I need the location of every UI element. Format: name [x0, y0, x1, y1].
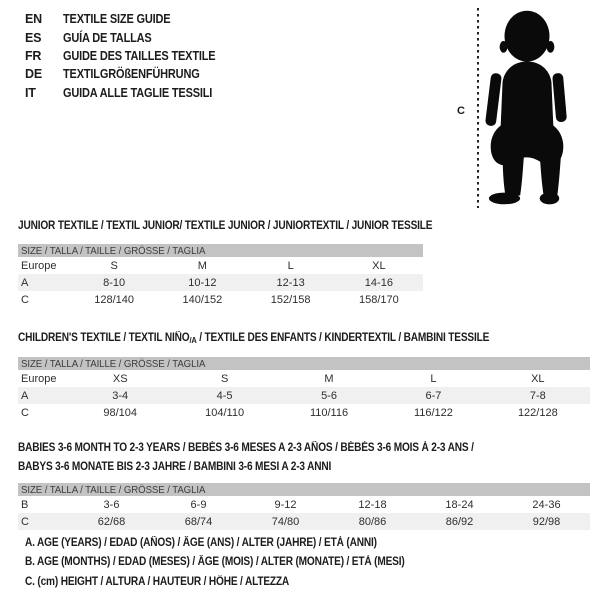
size-value: 7-8 — [529, 389, 546, 402]
table-row-europe — [18, 370, 590, 387]
section-title — [18, 441, 474, 457]
size-table-children — [18, 357, 590, 421]
size-value: M — [324, 372, 334, 385]
size-value: 24-36 — [532, 498, 561, 511]
language-row — [25, 10, 236, 28]
size-bar-label: SIZE / TALLA / TAILLE / GRÖSSE / TAGLIA — [21, 244, 206, 257]
language-title: GUIDE DES TAILLES TEXTILE — [63, 48, 216, 63]
section-children — [18, 328, 590, 421]
table-row-europe — [18, 257, 423, 274]
size-value: 12-13 — [276, 276, 305, 289]
row-label: Europe — [21, 259, 57, 272]
size-value: L — [287, 259, 294, 272]
size-value: 86/92 — [445, 515, 474, 528]
legend-note: B. AGE (MONTHS) / EDAD (MESES) / ÂGE (MOIS) / ALTER (MONATE) / ETÀ (MESI) — [25, 556, 405, 569]
height-figure — [453, 6, 583, 210]
table-row-a — [18, 274, 423, 291]
size-value: 10-12 — [188, 276, 217, 289]
language-title: TEXTILGRÖßENFÜHRUNG — [63, 67, 200, 82]
legend-note: C. (cm) HEIGHT / ALTURA / HAUTEUR / HÖHE / ALTEZZA — [25, 575, 290, 588]
size-value: 92/98 — [532, 515, 561, 528]
size-value: 98/104 — [103, 406, 138, 419]
language-row — [25, 84, 236, 102]
size-value: 3-4 — [112, 389, 129, 402]
size-value: XS — [112, 372, 128, 385]
title-text: BABYS 3-6 MONATE BIS 2-3 JAHRE / BAMBINI 3-6 MESI A 2-3 ANNI — [18, 460, 332, 473]
silhouette-shape — [485, 11, 567, 205]
row-label: A — [21, 389, 29, 402]
language-row — [25, 47, 236, 65]
section-babies — [18, 438, 590, 530]
size-tables — [18, 216, 590, 530]
size-value: 5-6 — [321, 389, 337, 402]
language-title: GUIDA ALLE TAGLIE TESSILI — [63, 85, 213, 100]
size-value: 158/170 — [358, 293, 399, 306]
size-value: L — [430, 372, 437, 385]
size-value: 122/128 — [517, 406, 558, 419]
size-header-bar — [18, 357, 590, 370]
row-label: C — [21, 406, 29, 419]
language-title: TEXTILE SIZE GUIDE — [63, 12, 171, 27]
table-row-a — [18, 387, 590, 404]
size-value: 6-7 — [425, 389, 442, 402]
size-value: 152/158 — [270, 293, 311, 306]
section-title — [18, 220, 432, 233]
language-row — [25, 28, 236, 46]
language-code: ES — [25, 30, 42, 45]
size-value: 68/74 — [184, 515, 213, 528]
size-value: M — [197, 259, 207, 272]
section-title — [18, 460, 331, 476]
title-text: CHILDREN'S TEXTILE / TEXTIL NIÑO — [18, 332, 190, 344]
language-code: EN — [25, 12, 42, 27]
row-label: A — [21, 276, 29, 289]
row-label: C — [21, 515, 29, 528]
table-row-c — [18, 404, 590, 421]
table-row-c — [18, 291, 423, 308]
language-code: DE — [25, 67, 42, 82]
size-value: 3-6 — [103, 498, 120, 511]
size-value: 6-9 — [190, 498, 207, 511]
size-value: 12-18 — [358, 498, 387, 511]
size-value: 62/68 — [97, 515, 126, 528]
size-value: 104/110 — [205, 406, 245, 419]
size-value: 140/152 — [182, 293, 223, 306]
size-value: 80/86 — [358, 515, 387, 528]
size-bar-label: SIZE / TALLA / TAILLE / GRÖSSE / TAGLIA — [21, 357, 206, 370]
size-bar-label: SIZE / TALLA / TAILLE / GRÖSSE / TAGLIA — [21, 483, 206, 496]
section-title — [18, 332, 489, 347]
language-title: GUÍA DE TALLAS — [63, 30, 152, 45]
size-value: 18-24 — [445, 498, 474, 511]
toddler-silhouette — [483, 7, 571, 208]
size-header-bar — [18, 483, 590, 496]
table-row-c — [18, 513, 590, 530]
size-value: XL — [372, 259, 386, 272]
size-value: 128/140 — [94, 293, 134, 306]
language-header — [25, 10, 236, 102]
height-dotted-line — [477, 8, 479, 208]
language-row — [25, 65, 236, 83]
size-value: 8-10 — [103, 276, 126, 289]
size-value: 116/122 — [413, 406, 453, 419]
title-subscript: /A — [189, 335, 197, 345]
size-value: 14-16 — [364, 276, 393, 289]
size-value: S — [220, 372, 229, 385]
table-row-b — [18, 496, 590, 513]
height-measure-label: C — [457, 105, 465, 117]
size-table-babies — [18, 483, 590, 530]
legend-notes — [25, 533, 600, 591]
legend-note: A. AGE (YEARS) / EDAD (AÑOS) / ÂGE (ANS) / ALTER (JAHRE) / ETÀ (ANNI) — [25, 537, 377, 549]
size-value: 9-12 — [274, 498, 297, 511]
size-table-junior — [18, 244, 423, 308]
size-value: S — [110, 259, 118, 272]
size-value: 110/116 — [309, 406, 349, 419]
row-label: Europe — [21, 372, 57, 385]
row-label: C — [21, 293, 29, 306]
title-text: JUNIOR TEXTILE / TEXTIL JUNIOR/ TEXTILE JUNIOR / JUNIORTEXTIL / JUNIOR TESSILE — [18, 220, 433, 232]
section-junior — [18, 216, 590, 308]
size-header-bar — [18, 244, 423, 257]
size-value: XL — [531, 372, 545, 385]
row-label: B — [21, 498, 29, 511]
size-value: 4-5 — [216, 389, 233, 402]
title-text: / TEXTILE DES ENFANTS / KINDERTEXTIL / BAMBINI TESSILE — [196, 332, 490, 344]
title-text: BABIES 3-6 MONTH TO 2-3 YEARS / BEBÉS 3-6 MESES A 2-3 AÑOS / BÉBÉS 3-6 MOIS À 2-3 ANS / — [18, 442, 474, 454]
size-value: 74/80 — [271, 515, 300, 528]
language-code: FR — [25, 48, 42, 63]
language-code: IT — [25, 85, 36, 100]
